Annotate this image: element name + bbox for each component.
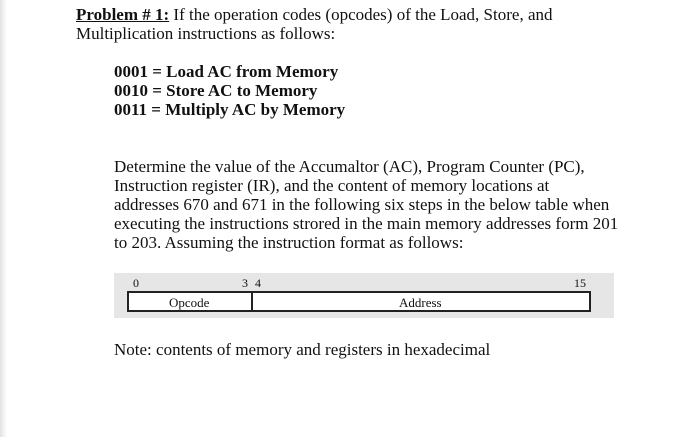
hex-note: Note: contents of memory and registers in hexadecimal xyxy=(114,340,491,359)
task-line-1: Determine the value of the Accumaltor (AC), Program Counter (PC), xyxy=(114,157,585,176)
instruction-format-diagram xyxy=(114,273,614,318)
problem-intro-text: If the operation codes (opcodes) of the Load, Store, and xyxy=(169,5,553,24)
page-edge-shadow xyxy=(0,0,7,437)
problem-intro-line-2: Multiplication instructions as follows: xyxy=(76,24,336,43)
bit-label-3: 3 xyxy=(242,276,248,290)
field-divider xyxy=(251,293,253,310)
task-line-2: Instruction register (IR), and the content of memory locations at xyxy=(114,176,550,195)
instruction-fields xyxy=(127,291,591,312)
bit-label-0: 0 xyxy=(133,276,139,290)
opcode-load: 0001 = Load AC from Memory xyxy=(114,62,339,81)
address-field-label: Address xyxy=(399,295,442,310)
opcode-multiply: 0011 = Multiply AC by Memory xyxy=(114,100,346,119)
task-line-5: to 203. Assuming the instruction format as follows: xyxy=(114,233,464,252)
task-line-4: executing the instructions strored in the main memory addresses form 201 xyxy=(114,214,619,233)
problem-intro-line-1 xyxy=(76,5,553,25)
opcode-store: 0010 = Store AC to Memory xyxy=(114,81,318,100)
bit-label-15: 15 xyxy=(574,276,586,290)
problem-label: Problem # 1: xyxy=(76,5,170,24)
bit-label-4: 4 xyxy=(255,276,261,290)
task-line-3: addresses 670 and 671 in the following six steps in the below table when xyxy=(114,195,610,214)
opcode-field-label: Opcode xyxy=(169,295,210,310)
